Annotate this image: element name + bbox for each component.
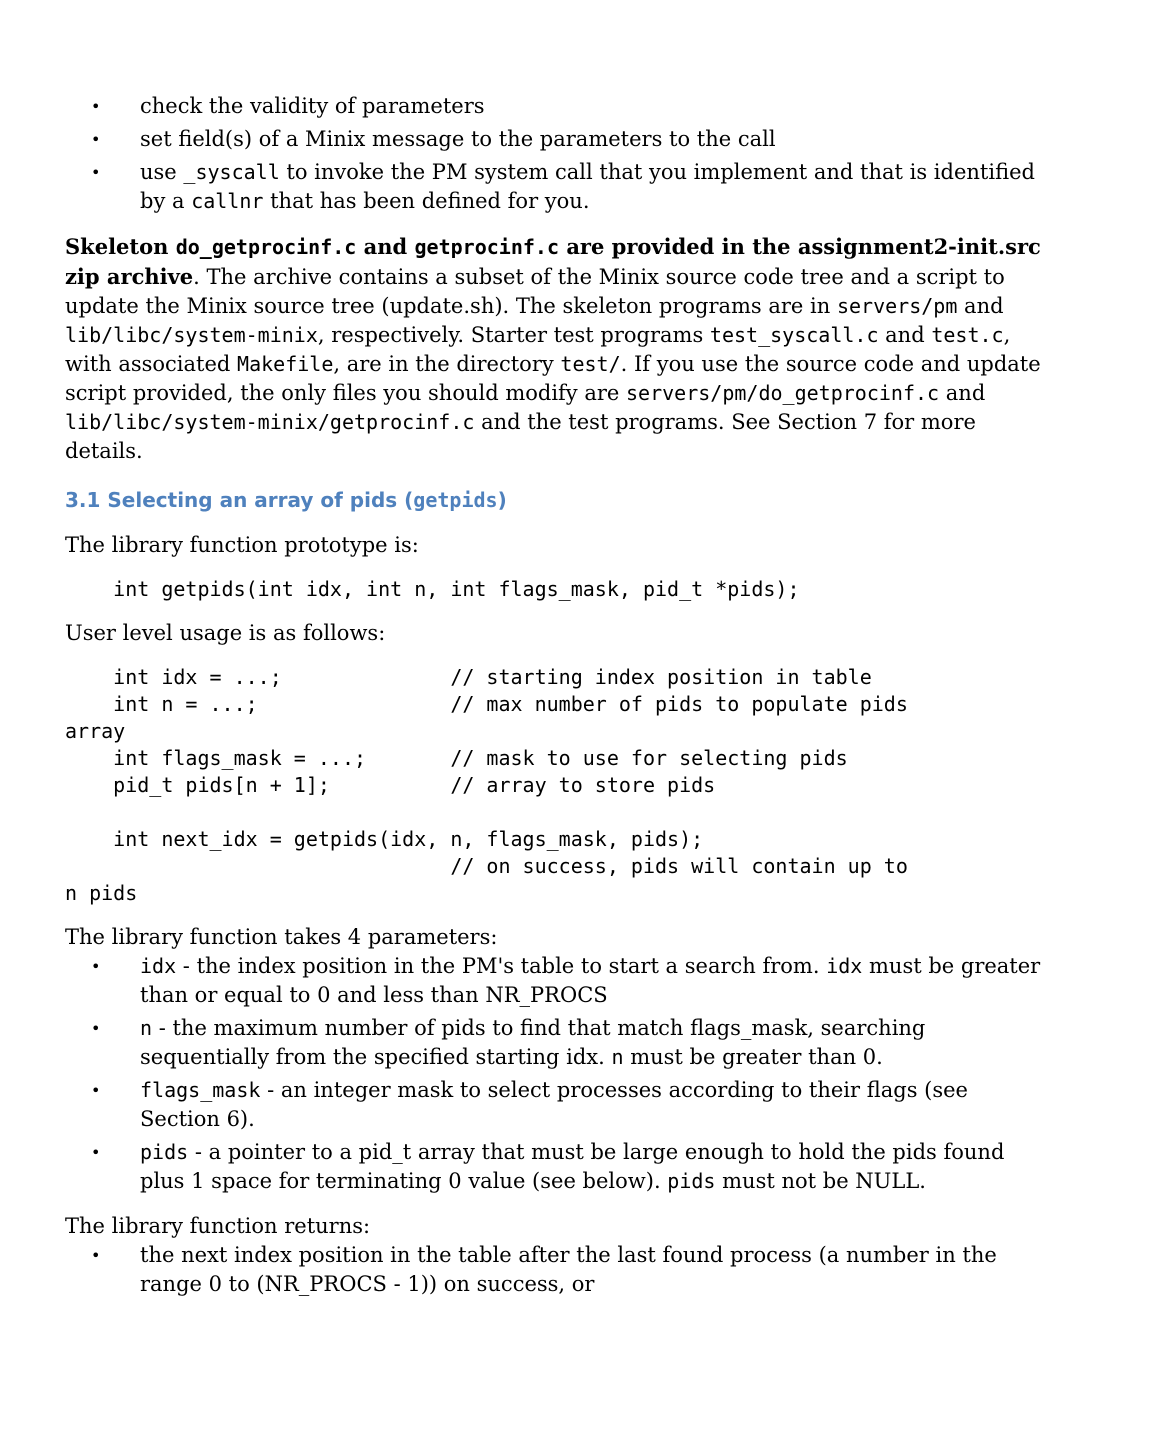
list-item bbox=[65, 125, 1045, 154]
list-item bbox=[65, 158, 1045, 216]
list-item-text: must be greater than or equal to 0 and less than NR_PROCS bbox=[140, 954, 1041, 1007]
list-item-text: that has been defined for you. bbox=[263, 189, 590, 213]
paragraph-text: . The archive contains a subset of the Minix source code tree and a script to update the Minix source tree (update.sh). The skeleton programs are in bbox=[65, 265, 1005, 318]
bullet-icon: • bbox=[91, 1246, 101, 1265]
inline-code: Makefile bbox=[237, 352, 334, 376]
paragraph-text: and the test programs. See Section 7 for more details. bbox=[65, 410, 976, 463]
params-bullet-list bbox=[65, 952, 1045, 1196]
inline-code: pids bbox=[140, 1140, 189, 1164]
section-heading-text: 3.1 Selecting an array of pids ( bbox=[65, 488, 414, 512]
inline-code: lib/libc/system-minix/getprocinf.c bbox=[65, 410, 475, 434]
list-item bbox=[65, 1014, 1045, 1072]
inline-code: pids bbox=[667, 1169, 716, 1193]
inline-code: do_getprocinf.c bbox=[175, 235, 357, 259]
list-item bbox=[65, 1138, 1045, 1196]
list-item-text: - a pointer to a pid_t array that must be large enough to hold the pids found plus 1 space for terminating 0 value (see below). bbox=[140, 1140, 1005, 1193]
bold-text: are provided in the assignment2-init.src zip archive bbox=[65, 234, 1041, 289]
list-item bbox=[65, 1241, 1045, 1299]
paragraph-text: and bbox=[878, 323, 932, 347]
bullet-icon: • bbox=[91, 97, 101, 116]
inline-code: getpids bbox=[413, 488, 498, 512]
inline-code: test/ bbox=[560, 352, 621, 376]
list-item-text: check the validity of parameters bbox=[140, 94, 485, 118]
returns-intro: The library function returns: bbox=[65, 1214, 371, 1238]
list-item bbox=[65, 1076, 1045, 1134]
list-item-text: set field(s) of a Minix message to the parameters to the call bbox=[140, 127, 776, 151]
inline-code: lib/libc/system-minix bbox=[65, 323, 318, 347]
list-item-text: must be greater than 0. bbox=[623, 1045, 883, 1069]
skeleton-paragraph bbox=[65, 232, 1045, 466]
prototype-code-block: int getpids(int idx, int n, int flags_mask, pid_t *pids); bbox=[65, 577, 800, 601]
list-item-text: must not be NULL. bbox=[715, 1169, 926, 1193]
bullet-icon: • bbox=[91, 130, 101, 149]
list-item-text: - the index position in the PM's table to start a search from. bbox=[176, 954, 827, 978]
paragraph-text: , are in the directory bbox=[333, 352, 561, 376]
inline-code: test_syscall.c bbox=[709, 323, 879, 347]
bullet-icon: • bbox=[91, 957, 101, 976]
inline-code: flags_mask bbox=[140, 1078, 261, 1102]
inline-code: idx bbox=[140, 954, 177, 978]
intro-bullet-list bbox=[65, 92, 1045, 216]
params-intro: The library function takes 4 parameters: bbox=[65, 925, 498, 949]
bullet-icon: • bbox=[91, 1143, 101, 1162]
usage-code-block: int idx = ...; // starting index position in table int n = ...; // max number of pids to populate pids array int flags_mask = ...; // mask to use for selecting pids pid_t pids[n + 1]; // array to store pids int next_idx = getpids(idx, n, flags_mask, pids); // on success, pids will contain up to n pids bbox=[65, 665, 908, 905]
bold-text: Skeleton bbox=[65, 234, 176, 259]
prototype-intro: The library function prototype is: bbox=[65, 533, 419, 557]
bullet-icon: • bbox=[91, 163, 101, 182]
list-item-text: - an integer mask to select processes according to their flags (see Section 6). bbox=[140, 1078, 968, 1131]
inline-code: n bbox=[611, 1045, 624, 1069]
list-item-text: - the maximum number of pids to find that match flags_mask, searching sequentially from the specified starting idx. bbox=[140, 1016, 926, 1069]
paragraph-text: and bbox=[939, 381, 986, 405]
inline-code: n bbox=[140, 1016, 153, 1040]
list-item bbox=[65, 92, 1045, 121]
inline-code: servers/pm bbox=[836, 294, 958, 318]
returns-bullet-list bbox=[65, 1241, 1045, 1299]
bullet-icon: • bbox=[91, 1019, 101, 1038]
list-item-text: to invoke the PM system call that you implement and that is identified by a bbox=[140, 160, 1035, 213]
paragraph-text: and bbox=[957, 294, 1004, 318]
list-item bbox=[65, 952, 1045, 1010]
paragraph-text: , respectively. Starter test programs bbox=[317, 323, 710, 347]
list-item-text: the next index position in the table after the last found process (a number in the range 0 to (NR_PROCS - 1)) on success, or bbox=[140, 1243, 997, 1296]
list-item-text: use bbox=[140, 160, 184, 184]
inline-code: callnr bbox=[191, 189, 264, 213]
bullet-icon: • bbox=[91, 1081, 101, 1100]
document-page bbox=[65, 92, 1045, 1303]
inline-code: idx bbox=[826, 954, 863, 978]
bold-text: and bbox=[356, 234, 415, 259]
section-heading bbox=[65, 486, 1045, 515]
usage-intro: User level usage is as follows: bbox=[65, 621, 386, 645]
inline-code: servers/pm/do_getprocinf.c bbox=[626, 381, 940, 405]
inline-code: _syscall bbox=[183, 160, 280, 184]
inline-code: test.c bbox=[931, 323, 1004, 347]
paragraph-text: , with associated bbox=[65, 323, 1011, 376]
inline-code: getprocinf.c bbox=[414, 235, 560, 259]
paragraph-text: . If you use the source code and update script provided, the only files you should modify are bbox=[65, 352, 1041, 405]
section-heading-text: ) bbox=[497, 488, 507, 512]
